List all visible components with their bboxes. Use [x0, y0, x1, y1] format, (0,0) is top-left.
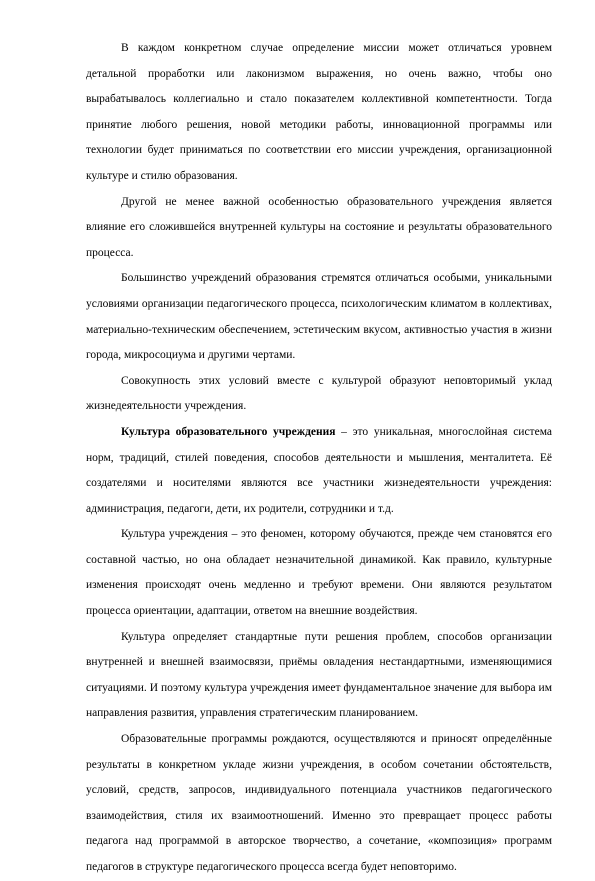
definition-text: – это уникальная, многослойная система норм, традиций, стилей поведения, способов деятельности и мышления, менталитета. Её создателями и носителями являются все участники жизнедеятельности учреждения: администрация, педагоги, дети, их родители, сотрудники и т.д. [86, 425, 552, 515]
paragraph: Совокупность этих условий вместе с культурой образуют неповторимый уклад жизнедеятельности учреждения. [86, 374, 552, 413]
paragraph: Культура определяет стандартные пути решения проблем, способов организации внутренней и внешней взаимосвязи, приёмы овладения нестандартными, изменяющимися ситуациями. И поэтому культура учреждения имеет фундаментальное значение для выбора им направления развития, управления стратегическим планированием. [86, 630, 552, 720]
paragraph: Другой не менее важной особенностью образовательного учреждения является влияние его сложившейся внутренней культуры на состояние и результаты образовательного процесса. [86, 195, 552, 259]
document-page [86, 36, 552, 881]
paragraph-definition [86, 420, 552, 522]
paragraph: Культура учреждения – это феномен, которому обучаются, прежде чем становятся его составной частью, но она обладает незначительной динамикой. Как правило, культурные изменения происходят очень медленно и требуют времени. Они являются результатом процесса ориентации, адаптации, ответом на внешние воздействия. [86, 528, 552, 618]
paragraph: В каждом конкретном случае определение миссии может отличаться уровнем детальной проработки или лаконизмом выражения, но очень важно, чтобы оно вырабатывалось коллегиально и стало показателем коллективной компетентности. Тогда принятие любого решения, новой методики работы, инновационной программы или технологии будет приниматься по соответствии его миссии учреждения, организационной культуре и стилю образования. [86, 42, 552, 182]
defined-term: Культура образовательного учреждения [121, 425, 336, 438]
paragraph: Большинство учреждений образования стремятся отличаться особыми, уникальными условиями организации педагогического процесса, психологическим климатом в коллективах, материально-техническим обеспечением, эстетическим вкусом, активностью участия в жизни города, микросоциума и другими чертами. [86, 272, 552, 362]
paragraph: Образовательные программы рождаются, осуществляются и приносят определённые результаты в конкретном укладе жизни учреждения, в особом сочетании обстоятельств, условий, средств, запросов, индивидуального потенциала участников педагогического взаимодействия, стиля их взаимоотношений. Именно это превращает процесс работы педагога над программой в авторское творчество, а сочетание, «композиция» программ педагогов в структуре педагогического процесса всегда будет неповторимо. [86, 733, 552, 873]
